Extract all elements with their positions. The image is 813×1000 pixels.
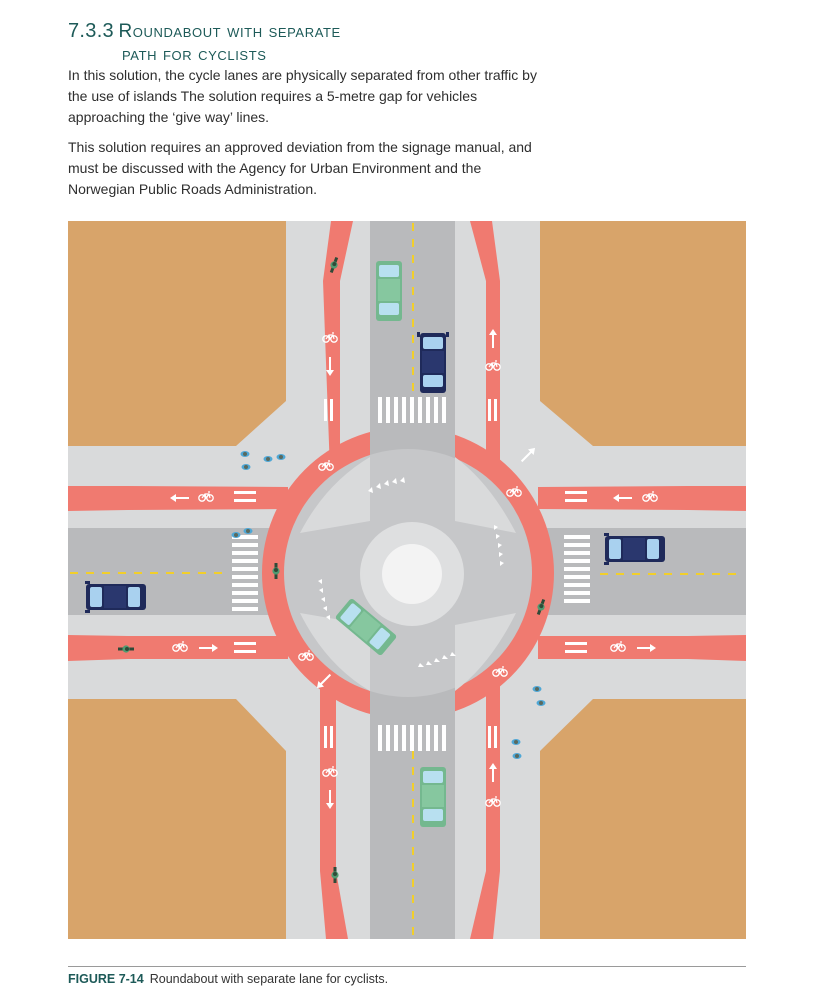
car-icon: [420, 767, 446, 827]
figure-caption: [68, 972, 388, 986]
paragraph-approval: This solution requires an approved deviation from the signage manual, and must be discussed with the Agency for Urban Environment and the Norwegian Public Roads Administration.: [68, 139, 532, 197]
car-icon: [85, 581, 146, 613]
car-icon: [417, 332, 449, 393]
car-icon: [376, 261, 402, 321]
section-title-line2: path for cyclists: [122, 44, 267, 65]
caption-rule: [68, 966, 746, 967]
roundabout-illustration: [68, 221, 746, 939]
section-heading: [68, 20, 341, 66]
section-title-line1: Roundabout with separate: [118, 21, 341, 42]
figure-label: FIGURE 7-14: [68, 972, 144, 986]
section-number: 7.3.3: [68, 20, 114, 42]
paragraph-intro: In this solution, the cycle lanes are physically separated from other traffic by the use of islands The solution requires a 5-metre gap for vehicles approaching the ‘give way’ lines.: [68, 67, 537, 125]
car-icon: [604, 533, 665, 565]
figure-caption-text: Roundabout with separate lane for cyclists.: [149, 972, 389, 986]
